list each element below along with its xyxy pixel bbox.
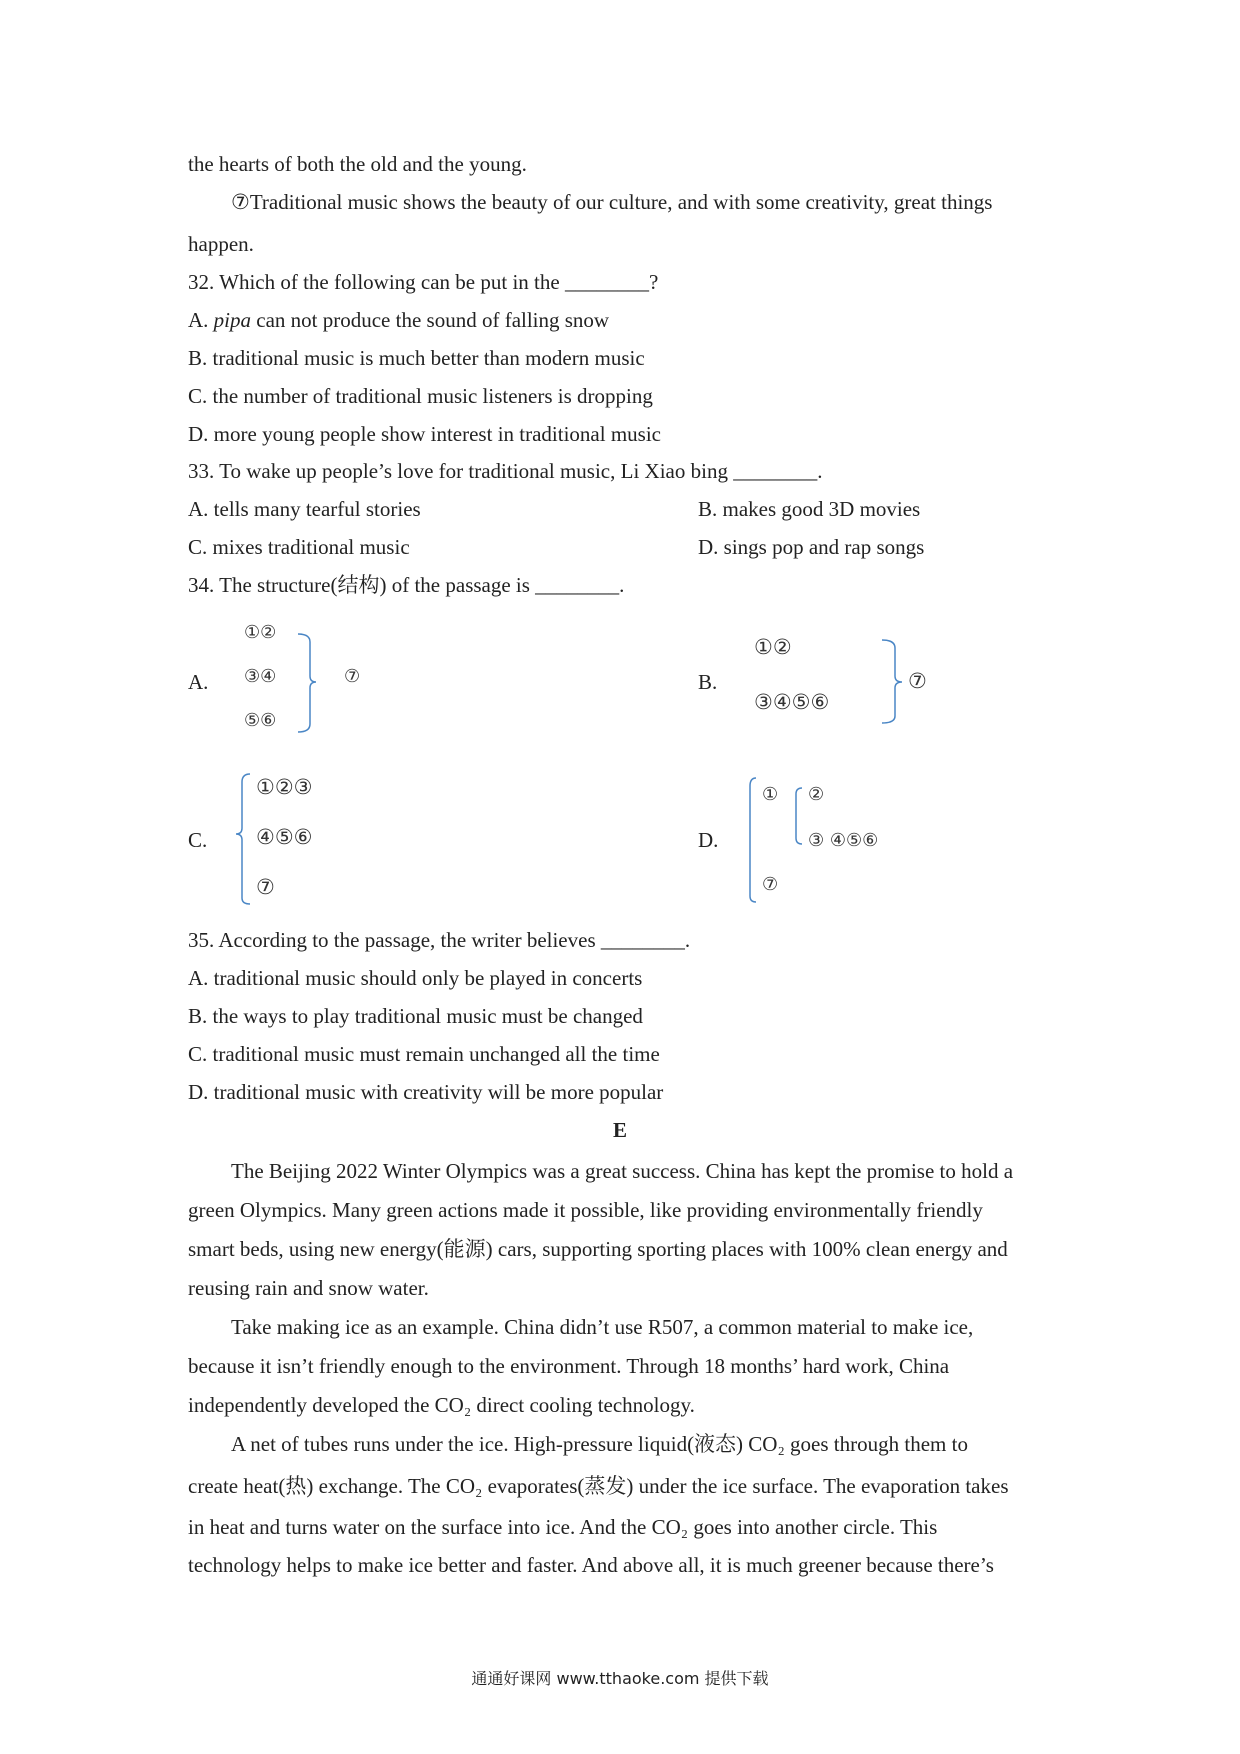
bracket xyxy=(882,640,902,723)
bracket xyxy=(236,774,250,904)
italic-word: pipa xyxy=(213,308,252,332)
passage-line: The Beijing 2022 Winter Olympics was a great success. China has kept the promise to hold a xyxy=(231,1159,1014,1183)
passage-line: reusing rain and snow water. xyxy=(188,1276,429,1300)
group-label: ④⑤⑥ xyxy=(256,825,313,849)
structure-diagram-b xyxy=(750,630,950,730)
passage-line: because it isn’t friendly enough to the environment. Through 18 months’ hard work, China xyxy=(188,1354,950,1378)
question-32: 32. Which of the following can be put in the ________? xyxy=(188,270,659,294)
q33-option-d: D. sings pop and rap songs xyxy=(698,535,925,559)
page-footer: 通通好课网 www.tthaoke.com 提供下载 xyxy=(471,1669,769,1688)
sub-bracket xyxy=(796,788,802,844)
passage-line: technology helps to make ice better and faster. And above all, it is much greener because there’s xyxy=(188,1553,994,1577)
q33-option-b: B. makes good 3D movies xyxy=(698,497,921,521)
branch-label: ② xyxy=(808,784,825,805)
q33-option-a: A. tells many tearful stories xyxy=(188,497,421,521)
bracket xyxy=(298,634,316,732)
q33-option-c: C. mixes traditional music xyxy=(188,535,410,559)
passage-line: the hearts of both the old and the young. xyxy=(188,152,527,176)
q32-option-d: D. more young people show interest in traditional music xyxy=(188,422,661,446)
passage-line: Take making ice as an example. China didn’t use R507, a common material to make ice, xyxy=(231,1315,974,1339)
bracket xyxy=(750,778,756,902)
structure-option-c-letter: C. xyxy=(188,828,208,852)
group-label: ①② xyxy=(244,622,277,643)
group-label: ⑦ xyxy=(256,875,275,899)
structure-diagram-c xyxy=(232,768,352,908)
structure-option-d-letter: D. xyxy=(698,828,719,852)
bottom-label: ⑦ xyxy=(762,874,779,895)
question-33: 33. To wake up people’s love for traditional music, Li Xiao bing ________. xyxy=(188,459,823,483)
structure-option-b-letter: B. xyxy=(698,670,718,694)
passage-line: create heat(热) exchange. The CO₂ evaporates(蒸发) under the ice surface. The evaporation takes xyxy=(188,1474,1009,1498)
result-label: ⑦ xyxy=(344,666,361,687)
result-label: ⑦ xyxy=(908,669,927,693)
group-label: ⑤⑥ xyxy=(244,710,277,731)
structure-diagram-a xyxy=(240,620,380,740)
passage-line: smart beds, using new energy(能源) cars, supporting sporting places with 100% clean energy and xyxy=(188,1237,1008,1261)
q32-option-a xyxy=(188,308,609,332)
group-label: ③④ xyxy=(244,666,277,687)
group-label: ③④⑤⑥ xyxy=(754,690,830,714)
question-34: 34. The structure(结构) of the passage is ________. xyxy=(188,573,625,597)
q32-option-c: C. the number of traditional music listeners is dropping xyxy=(188,384,653,408)
top-label: ① xyxy=(762,784,779,805)
group-label: ①②③ xyxy=(256,775,313,799)
q35-option-b: B. the ways to play traditional music must be changed xyxy=(188,1004,643,1028)
q32-option-b: B. traditional music is much better than modern music xyxy=(188,346,645,370)
passage-line: happen. xyxy=(188,232,254,256)
q35-option-a: A. traditional music should only be played in concerts xyxy=(188,966,643,990)
passage-line: independently developed the CO₂ direct cooling technology. xyxy=(188,1393,695,1417)
question-35: 35. According to the passage, the writer believes ________. xyxy=(188,928,691,952)
passage-line: ⑦Traditional music shows the beauty of our culture, and with some creativity, great things xyxy=(231,190,993,214)
passage-line: A net of tubes runs under the ice. High-pressure liquid(液态) CO₂ goes through them to xyxy=(231,1432,968,1456)
section-heading: E xyxy=(612,1118,627,1142)
group-label: ①② xyxy=(754,635,792,659)
structure-option-a-letter: A. xyxy=(188,670,209,694)
option-text: can not produce the sound of falling snow xyxy=(251,308,610,332)
structure-diagram-d xyxy=(740,772,920,908)
q35-option-d: D. traditional music with creativity will be more popular xyxy=(188,1080,664,1104)
passage-line: green Olympics. Many green actions made it possible, like providing environmentally friendly xyxy=(188,1198,983,1222)
passage-line: in heat and turns water on the surface into ice. And the CO₂ goes into another circle. This xyxy=(188,1515,938,1539)
option-prefix: A. xyxy=(188,308,214,332)
branch-label: ③ ④⑤⑥ xyxy=(808,830,879,851)
q35-option-c: C. traditional music must remain unchanged all the time xyxy=(188,1042,660,1066)
